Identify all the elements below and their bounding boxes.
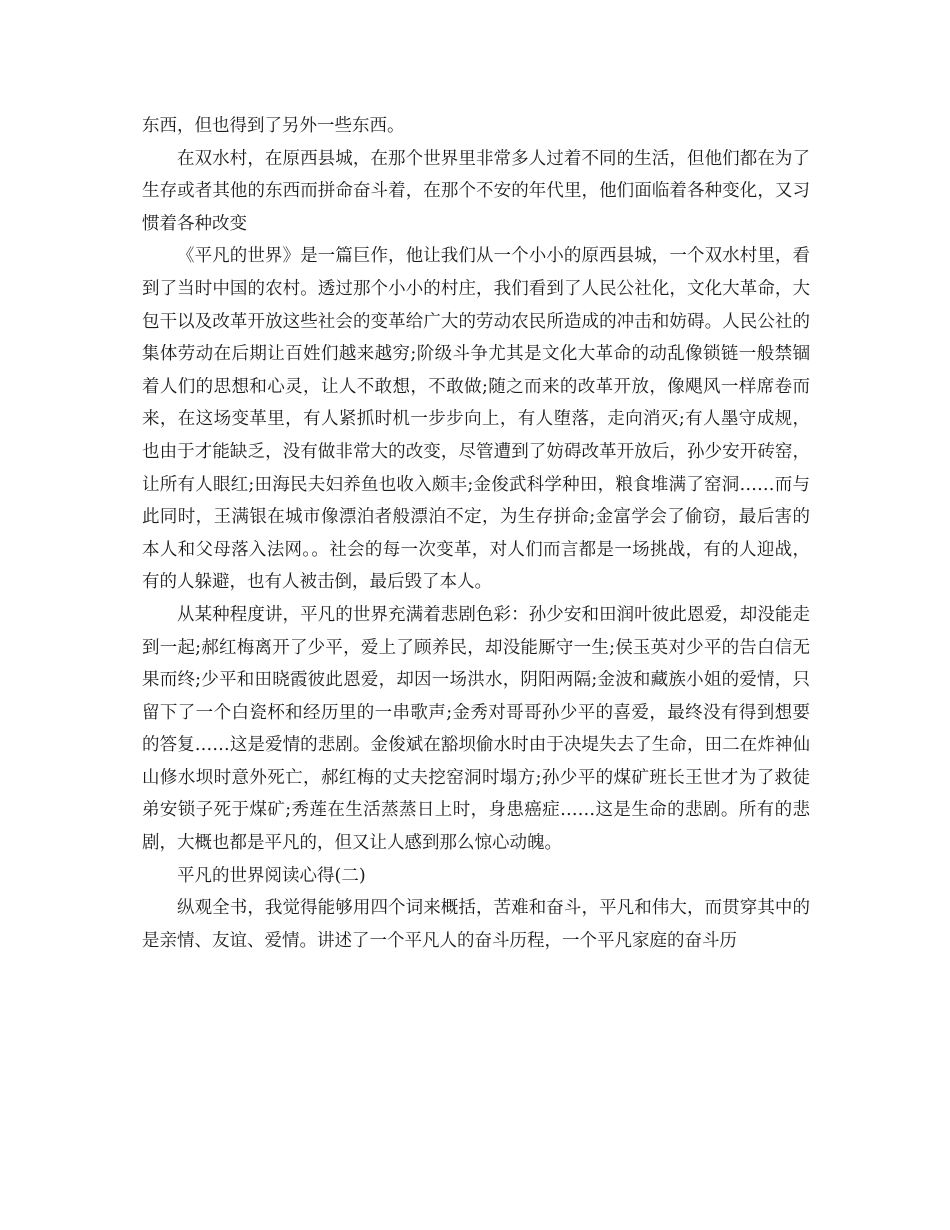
section-subtitle: 平凡的世界阅读心得(二) (177, 865, 366, 886)
paragraph-continuation: 东西，但也得到了另外一些东西。 (142, 116, 405, 136)
document-body (142, 110, 810, 957)
paragraph-shuangshui-village: 在双水村，在原西县城，在那个世界里非常多人过着不同的生活，但他们都在为了生存或者其他的东西而拼命奋斗着，在那个不安的年代里，他们面临着各种变化，又习惯着各种改变 (142, 148, 810, 234)
paragraph-social-change: 《平凡的世界》是一篇巨作，他让我们从一个小小的原西县城，一个双水村里，看到了当时中国的农村。透过那个小小的村庄，我们看到了人民公社化，文化大革命，大包干以及改革开放这些社会的变革给广大的劳动农民所造成的冲击和妨碍。人民公社的集体劳动在后期让百姓们越来越穷;阶级斗争尤其是文化大革命的动乱像锁链一般禁锢着人们的思想和心灵，让人不敢想，不敢做;随之而来的改革开放，像飓风一样席卷而来，在这场变革里，有人紧抓时机一步步向上，有人堕落，走向消灭;有人墨守成规，也由于才能缺乏，没有做非常大的改变，尽管遭到了妨碍改革开放后，孙少安开砖窑，让所有人眼红;田海民夫妇养鱼也收入颇丰;金俊武科学种田，粮食堆满了窑洞……而与此同时，王满银在城市像漂泊者般漂泊不定，为生存拼命;金富学会了偷窃，最后害的本人和父母落入法网。。社会的每一次变革，对人们而言都是一场挑战，有的人迎战，有的人躲避，也有人被击倒，最后毁了本人。 (142, 246, 810, 593)
paragraph-tragedy: 从某种程度讲，平凡的世界充满着悲剧色彩：孙少安和田润叶彼此恩爱，却没能走到一起;郝红梅离开了少平，爱上了顾养民，却没能厮守一生;侯玉英对少平的告白信无果而终;少平和田晓霞彼此恩爱，却因一场洪水，阴阳两隔;金波和藏族小姐的爱情，只留下了一个白瓷杯和经历里的一串歌声;金秀对哥哥孙少平的喜爱，最终没有得到想要的答复……这是爱情的悲剧。金俊斌在豁坝偷水时由于决堤失去了生命，田二在炸神仙山修水坝时意外死亡，郝红梅的丈夫挖窑洞时塌方;孙少平的煤矿班长王世才为了救徒弟安锁子死于煤矿;秀莲在生活蒸蒸日上时，身患癌症……这是生命的悲剧。所有的悲剧，大概也都是平凡的，但又让人感到那么惊心动魄。 (142, 604, 810, 854)
paragraph-overview: 纵观全书，我觉得能够用四个词来概括，苦难和奋斗，平凡和伟大，而贯穿其中的是亲情、友谊、爱情。讲述了一个平凡人的奋斗历程，一个平凡家庭的奋斗历 (142, 898, 810, 951)
